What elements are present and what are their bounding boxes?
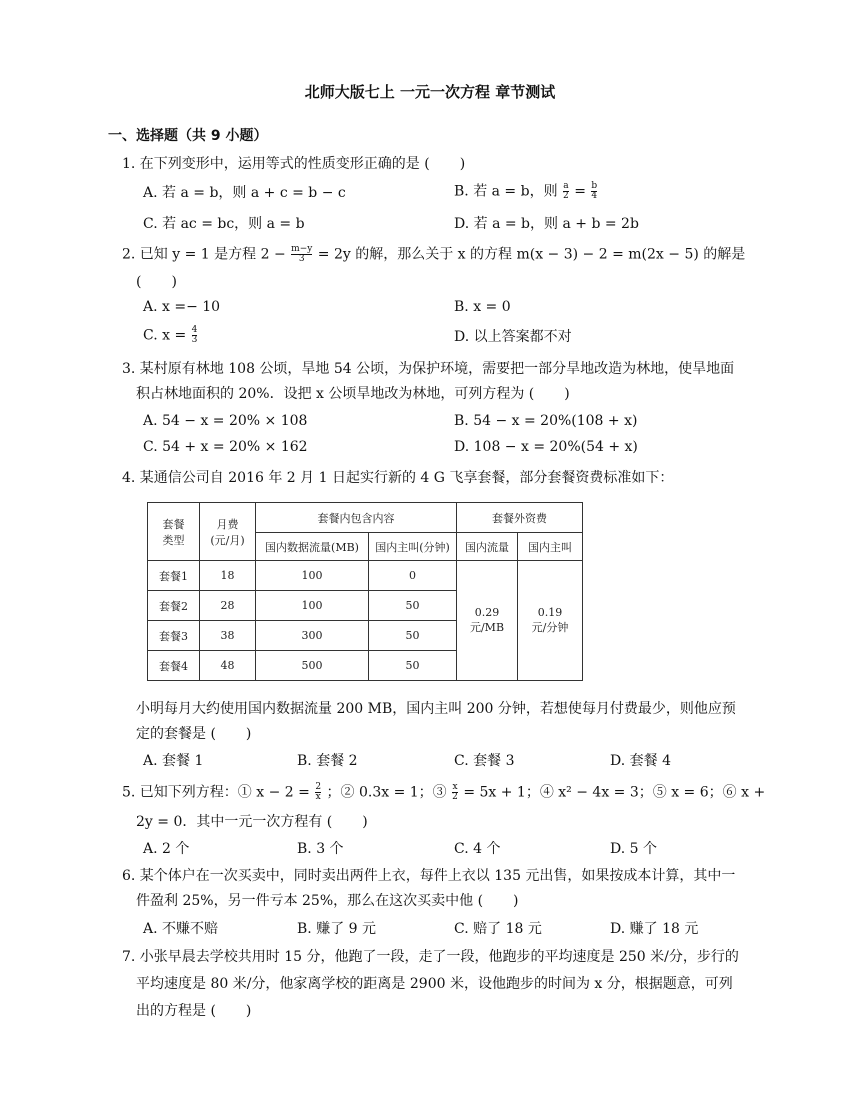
header-fee: 月费 (元/月)	[200, 503, 256, 561]
cell-type: 套餐1	[148, 561, 200, 591]
question-4-line2: 小明每月大约使用国内数据流量 200 MB，国内主叫 200 分钟，若想使每月付费最少，则他应预	[136, 701, 736, 717]
header-call: 国内主叫(分钟)	[369, 533, 457, 561]
q2-option-c: C. x = $\frac{4}{3}$	[143, 325, 198, 345]
q2-option-d: D. 以上答案都不对	[454, 329, 572, 345]
fee-table	[147, 502, 583, 681]
cell-fee: 48	[200, 651, 256, 681]
header-out-call: 国内主叫	[518, 533, 583, 561]
q1-option-a: A. 若 a = b，则 a + c = b − c	[143, 185, 346, 201]
question-7-line1: 7. 小张早晨去学校共用时 15 分，他跑了一段，走了一段，他跑步的平均速度是 250 米/分，步行的	[122, 949, 739, 965]
cell-data: 300	[256, 621, 369, 651]
question-5-line2: 2y = 0．其中一元一次方程有 ( )	[136, 814, 368, 830]
header-out-data: 国内流量	[457, 533, 518, 561]
q1-option-b: B. 若 a = b，则 $\frac{a}{2}$ = $\frac{b}{4}$	[454, 181, 598, 201]
q2-option-b: B. x = 0	[454, 299, 511, 315]
cell-data: 100	[256, 591, 369, 621]
question-6-line1: 6. 某个体户在一次买卖中，同时卖出两件上衣，每件上衣以 135 元出售，如果按成本计算，其中一	[122, 868, 736, 884]
q1-option-d: D. 若 a = b，则 a + b = 2b	[454, 216, 639, 232]
cell-call: 50	[369, 591, 457, 621]
q4-option-a: A. 套餐 1	[143, 753, 204, 769]
q3-option-b: B. 54 − x = 20%(108 + x)	[454, 413, 638, 429]
question-3-line2: 积占林地面积的 20%．设把 x 公顷旱地改为林地，可列方程为 ( )	[136, 386, 570, 402]
q6-option-b: B. 赚了 9 元	[297, 921, 376, 937]
q4-option-d: D. 套餐 4	[610, 753, 671, 769]
question-4-line1: 4. 某通信公司自 2016 年 2 月 1 日起实行新的 4 G 飞享套餐，部分套餐资费标准如下：	[122, 470, 674, 486]
q5-option-c: C. 4 个	[454, 841, 501, 857]
cell-data: 100	[256, 561, 369, 591]
q5-option-a: A. 2 个	[143, 841, 190, 857]
q4-option-b: B. 套餐 2	[297, 753, 358, 769]
q2-option-a: A. x =− 10	[143, 299, 221, 315]
header-outside: 套餐外资费	[457, 503, 583, 533]
question-7-line2: 平均速度是 80 米/分，他家离学校的距离是 2900 米，设他跑步的时间为 x 分，根据题意，可列	[136, 976, 733, 992]
question-7-line3: 出的方程是 ( )	[136, 1003, 252, 1019]
cell-fee: 38	[200, 621, 256, 651]
header-type: 套餐 类型	[148, 503, 200, 561]
cell-out-call: 0.19 元/分钟	[518, 561, 583, 681]
question-3-line1: 3. 某村原有林地 108 公顷，旱地 54 公顷，为保护环境，需要把一部分旱地改造为林地，使旱地面	[122, 361, 735, 377]
table-row	[148, 561, 583, 591]
cell-type: 套餐4	[148, 651, 200, 681]
question-4-line3: 定的套餐是 ( )	[136, 726, 252, 742]
header-inside: 套餐内包含内容	[256, 503, 457, 533]
q6-option-d: D. 赚了 18 元	[610, 921, 699, 937]
cell-fee: 18	[200, 561, 256, 591]
cell-call: 0	[369, 561, 457, 591]
cell-fee: 28	[200, 591, 256, 621]
q3-option-c: C. 54 + x = 20% × 162	[143, 439, 308, 455]
q5-option-d: D. 5 个	[610, 841, 657, 857]
cell-call: 50	[369, 651, 457, 681]
question-6-line2: 件盈利 25%，另一件亏本 25%，那么在这次买卖中他 ( )	[136, 893, 519, 909]
q3-option-d: D. 108 − x = 20%(54 + x)	[454, 439, 638, 455]
question-2-stem-line2: ( )	[136, 274, 177, 290]
question-2-stem: 2. 已知 y = 1 是方程 2 − $\frac{m-y}{3}$ = 2y 的解，那么关于 x 的方程 m(x − 3) − 2 = m(2x − 5) 的解是	[122, 244, 746, 264]
page-title: 北师大版七上 一元一次方程 章节测试	[304, 83, 556, 101]
q1-option-c: C. 若 ac = bc，则 a = b	[143, 216, 305, 232]
cell-call: 50	[369, 621, 457, 651]
q6-option-c: C. 赔了 18 元	[454, 921, 542, 937]
cell-out-data: 0.29 元/MB	[457, 561, 518, 681]
question-5-line1: 5. 已知下列方程：① x − 2 = $\frac{2}{x}$ ；② 0.3x = 1；③ $\frac{x}{2}$ = 5x + 1；④ x² − 4x = 3；⑤ x = 6；⑥ x +	[122, 782, 766, 802]
header-data: 国内数据流量(MB)	[256, 533, 369, 561]
cell-type: 套餐3	[148, 621, 200, 651]
cell-data: 500	[256, 651, 369, 681]
section-heading: 一、选择题（共 9 小题）	[108, 128, 268, 144]
q5-option-b: B. 3 个	[297, 841, 344, 857]
question-1-stem: 1. 在下列变形中，运用等式的性质变形正确的是 ( )	[122, 156, 466, 172]
cell-type: 套餐2	[148, 591, 200, 621]
q3-option-a: A. 54 − x = 20% × 108	[143, 413, 308, 429]
q4-option-c: C. 套餐 3	[454, 753, 515, 769]
q6-option-a: A. 不赚不赔	[143, 921, 219, 937]
